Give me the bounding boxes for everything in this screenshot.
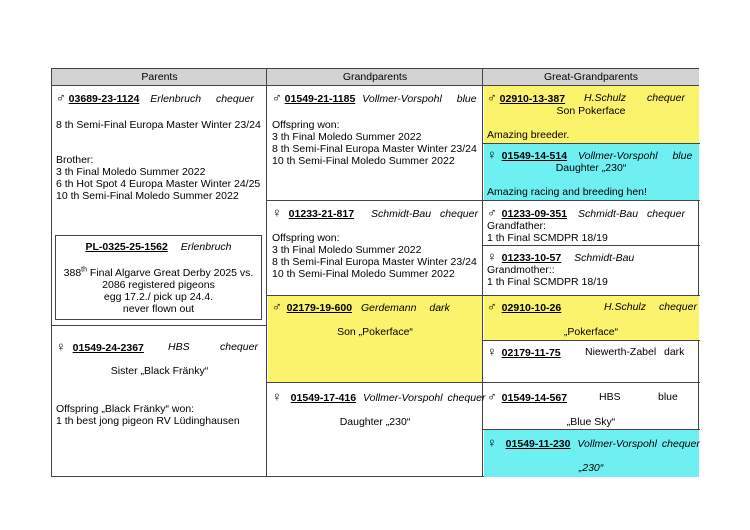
header-parents: Parents	[52, 69, 267, 86]
ggp2-header	[487, 149, 692, 162]
gp2-result: 8 th Semi-Final Europa Master Winter 23/24	[272, 256, 477, 268]
ggp8-ring: 01549-11-230	[505, 438, 571, 450]
father-ring: 03689-23-1124	[68, 93, 140, 105]
ggp4-label: Grandmother::	[487, 264, 555, 276]
info-box-place: 388	[63, 267, 82, 279]
gp1-header	[272, 92, 477, 105]
mother-note: Sister „Black Fränky“	[110, 365, 209, 377]
gp4-color: chequer	[447, 392, 486, 404]
father-header	[56, 92, 254, 105]
mother-offspring-result: 1 th best jong pigeon RV Lüdinghausen	[56, 415, 240, 427]
ggp5-breeder: H.Schulz	[604, 301, 647, 313]
father-color: chequer	[215, 93, 254, 105]
father-breeder: Erlenbruch	[150, 93, 202, 105]
ggp2-breeder: Vollmer-Vorspohl	[577, 150, 658, 162]
info-box-line1	[56, 267, 261, 279]
gp4-breeder: Vollmer-Vorspohl	[362, 392, 443, 404]
info-box-header	[56, 241, 261, 253]
male-icon: ♂	[272, 90, 282, 105]
row-divider	[483, 143, 700, 144]
ggp5-ring: 02910-10-26	[501, 302, 562, 314]
mother-breeder: HBS	[168, 341, 190, 353]
ggp8-note: „230“	[578, 462, 604, 474]
female-icon: ♀	[272, 389, 282, 404]
mother-offspring-label: Offspring „Black Fränky“ won:	[56, 403, 195, 415]
row-divider	[267, 295, 700, 296]
gp2-header	[272, 207, 478, 220]
gp3-breeder: Gerdemann	[360, 302, 417, 314]
ggp6-color: dark	[664, 346, 685, 358]
row-divider	[483, 429, 700, 430]
male-icon: ♂	[487, 299, 497, 314]
info-box-ring: PL-0325-25-1562	[85, 241, 168, 253]
row-divider	[52, 325, 267, 326]
ggp1-note: Son Pokerface	[556, 105, 626, 117]
ggp3-breeder: Schmidt-Bau	[577, 208, 639, 220]
gp1-ring: 01549-21-1185	[284, 93, 356, 105]
ggp1-remark: Amazing breeder.	[487, 129, 570, 141]
gp1-result: 3 th Final Moledo Summer 2022	[272, 131, 422, 143]
info-box-breeder: Erlenbruch	[180, 241, 232, 253]
ggp7-color: blue	[658, 391, 678, 403]
gp1-result: 10 th Semi-Final Moledo Summer 2022	[272, 155, 455, 167]
gp2-ring: 01233-21-817	[288, 208, 355, 220]
ggp3-color: chequer	[647, 208, 685, 220]
header-grandparents: Grandparents	[267, 69, 483, 86]
gp1-color: blue	[456, 93, 477, 105]
father-result: 8 th Semi-Final Europa Master Winter 23/24	[56, 119, 261, 131]
col-divider	[266, 69, 267, 476]
ggp7-ring: 01549-14-567	[501, 392, 568, 404]
ggp4-header	[487, 251, 634, 264]
ggp6-ring: 02179-11-75	[501, 347, 561, 359]
female-icon: ♀	[487, 249, 497, 264]
father-brother-result: 10 th Semi-Final Moledo Summer 2022	[56, 190, 239, 202]
ggp3-ring: 01233-09-351	[501, 208, 568, 220]
ggp7-header	[487, 391, 692, 404]
ggp6-breeder: Niewerth-Zabel	[585, 346, 657, 358]
gp3-note: Son „Pokerface“	[337, 326, 413, 338]
pedigree-table	[51, 68, 699, 477]
info-box	[55, 235, 262, 320]
father-brother-label: Brother:	[56, 154, 94, 166]
ggp5-color: chequer	[659, 301, 697, 313]
gp3-color: dark	[429, 302, 450, 314]
gp1-result: 8 th Semi-Final Europa Master Winter 23/24	[272, 143, 477, 155]
gp4-ring: 01549-17-416	[290, 392, 357, 404]
gp2-breeder: Schmidt-Bau	[370, 208, 432, 220]
info-box-race: Final Algarve Great Derby 2025 vs.	[87, 267, 254, 279]
male-icon: ♂	[56, 90, 66, 105]
ggp2-remark: Amazing racing and breeding hen!	[487, 186, 647, 198]
gp2-color: chequer	[440, 208, 478, 220]
ggp2-color: blue	[672, 150, 693, 162]
gp4-note: Daughter „230“	[339, 416, 411, 428]
male-icon: ♂	[272, 299, 282, 314]
ggp3-header	[487, 207, 685, 220]
info-box-line4: never flown out	[122, 303, 195, 315]
gp2-result: 3 th Final Moledo Summer 2022	[272, 244, 422, 256]
ggp4-result: 1 th Final SCMDPR 18/19	[487, 276, 608, 288]
header-great-grandparents: Great-Grandparents	[483, 69, 699, 86]
col-divider	[482, 69, 483, 476]
male-icon: ♂	[487, 389, 497, 404]
father-brother-result: 3 th Final Moledo Summer 2022	[56, 166, 206, 178]
info-box-line2: 2086 registered pigeons	[102, 279, 215, 291]
mother-header	[56, 341, 261, 354]
ggp8-breeder: Vollmer-Vorspohl	[577, 438, 657, 450]
gp4-header	[272, 391, 485, 404]
ggp1-header	[487, 92, 692, 105]
mother-ring: 01549-24-2367	[72, 342, 144, 354]
ggp1-ring: 02910-13-387	[499, 93, 566, 105]
ggp2-note: Daughter „230“	[555, 162, 627, 174]
ggp3-label: Grandfather:	[487, 220, 546, 232]
female-icon: ♀	[56, 339, 66, 354]
father-brother-result: 6 th Hot Spot 4 Europa Master Winter 24/25	[56, 178, 261, 190]
gp3-ring: 02179-19-600	[286, 302, 353, 314]
row-divider	[483, 340, 700, 341]
ggp4-ring: 01233-10-57	[501, 252, 562, 264]
female-icon: ♀	[272, 205, 282, 220]
ggp5-header	[487, 299, 697, 314]
male-icon: ♂	[487, 205, 497, 220]
ggp5-note: „Pokerface“	[563, 326, 619, 338]
ggp8-color: chequer	[661, 438, 700, 450]
gp3-header	[272, 301, 450, 314]
ggp6-header	[487, 346, 692, 359]
female-icon: ♀	[487, 435, 497, 450]
ggp2-ring: 01549-14-514	[501, 150, 568, 162]
mother-color: chequer	[220, 341, 258, 353]
ggp8-header	[487, 437, 700, 450]
row-divider	[267, 382, 700, 383]
row-divider	[267, 200, 700, 201]
ggp1-color: chequer	[647, 92, 685, 104]
gp1-label: Offspring won:	[272, 119, 340, 131]
female-icon: ♀	[487, 344, 497, 359]
ggp7-breeder: HBS	[599, 391, 621, 403]
gp2-label: Offspring won:	[272, 232, 340, 244]
ggp3-result: 1 th Final SCMDPR 18/19	[487, 232, 608, 244]
ggp4-breeder: Schmidt-Bau	[574, 252, 635, 264]
gp1-breeder: Vollmer-Vorspohl	[362, 93, 442, 105]
info-box-line3: egg 17.2./ pick up 24.4.	[103, 291, 214, 303]
gp2-result: 10 th Semi-Final Moledo Summer 2022	[272, 268, 455, 280]
row-divider	[483, 245, 700, 246]
ggp7-note: „Blue Sky“	[566, 416, 616, 428]
female-icon: ♀	[487, 147, 497, 162]
ggp1-breeder: H.Schulz	[584, 92, 627, 104]
male-icon: ♂	[487, 90, 497, 105]
info-box-place-suffix: th	[81, 266, 88, 274]
